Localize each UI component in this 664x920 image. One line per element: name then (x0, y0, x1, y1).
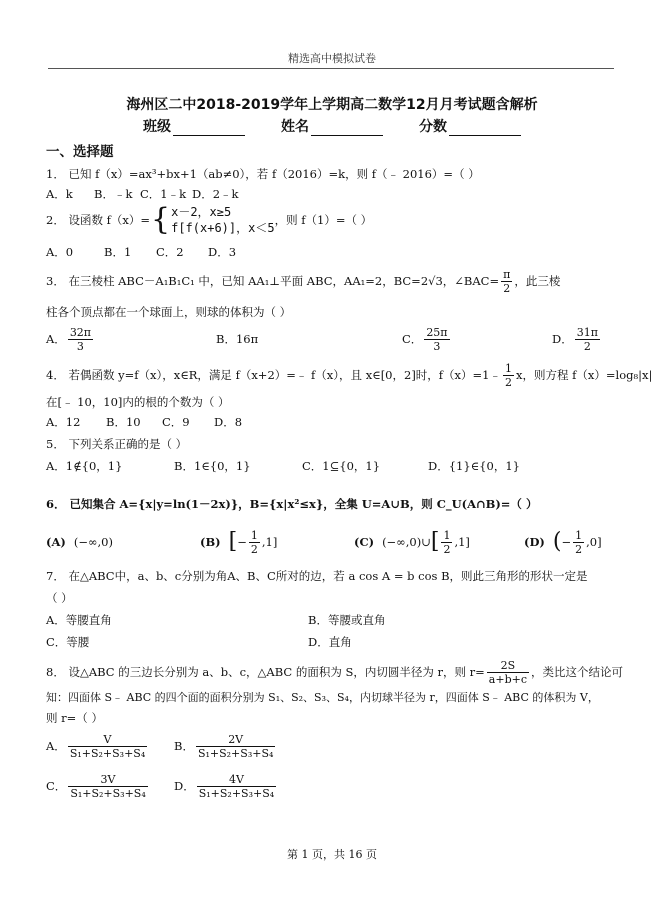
q1-option-c[interactable]: C．1﹣k (140, 187, 187, 201)
q7-options-row1 (46, 612, 385, 628)
q2-options (46, 244, 260, 260)
q8-stem-continued: 知：四面体 S﹣ ABC 的四个面的面积分别为 S₁、S₂、S₃、S₄，内切球半径为 r，四面体 S﹣ ABC 的体积为 V， (46, 691, 599, 704)
q1-option-b[interactable]: B．﹣k (94, 187, 133, 201)
q7-option-a[interactable]: A．等腰直角 (46, 613, 112, 627)
q6-option-a[interactable]: (A) (−∞,0) (46, 535, 113, 549)
q3-options (46, 322, 626, 356)
score-field: 分数 (419, 116, 521, 136)
q5-options (46, 458, 520, 474)
q3-option-c[interactable]: C． $\frac{25\pi}{3}$ (402, 325, 448, 353)
name-field: 姓名 (281, 116, 383, 136)
q2-stem: 2． 设函数 f（x）= { x－2，x≥5 f[f(x+6)]，x＜5 ，则 f（1）=（ ） (46, 202, 373, 237)
q4-option-b[interactable]: B．10 (106, 415, 141, 429)
q2-option-d[interactable]: D．3 (208, 245, 237, 259)
q3-option-d[interactable]: D． $\frac{31\pi}{2}$ (552, 325, 598, 353)
q6-option-b[interactable]: (B) [ − $\frac{1}{2}$ ,1] (200, 528, 278, 556)
q7-stem: 7． 在△ABC中，a、b、c分别为角A、B、C所对的边，若 a cos A = b cos B，则此三角形的形状一定是 (46, 569, 588, 583)
q4-option-a[interactable]: A．12 (46, 415, 81, 429)
q8-options-row2 (46, 768, 278, 804)
q8-option-c[interactable]: C． $\frac{3V}{\text{S₁+S₂+S₃+S₄}}$ (46, 772, 146, 800)
q5-option-a[interactable]: A．1∉{0，1} (46, 459, 123, 473)
q5-stem: 5． 下列关系正确的是（ ） (46, 437, 188, 451)
q7-option-b[interactable]: B．等腰或直角 (308, 613, 386, 627)
q3-stem: 3． 在三棱柱 ABC－A₁B₁C₁ 中，已知 AA₁⊥平面 ABC，AA₁=2，BC=2√3，∠BAC= $\frac{\pi}{2}$ ，此三棱 (46, 267, 561, 295)
q1-option-d[interactable]: D．2﹣k (192, 187, 239, 201)
q8-option-b[interactable]: B． $\frac{2V}{\text{S₁+S₂+S₃+S₄}}$ (174, 732, 274, 760)
q8-answer-prompt: 则 r=（ ） (46, 711, 103, 725)
q7-option-c[interactable]: C．等腰 (46, 635, 90, 649)
q6-stem: 6． 已知集合 A={x|y=ln(1－2x)}，B={x|x²≤x}，全集 U=A∪B，则 C_U(A∩B)=（ ） (46, 497, 538, 511)
page-footer: 第 1 页，共 16 页 (287, 848, 377, 861)
q8-radius-fraction: $\frac{2S}{a+b+c}$ (488, 658, 527, 686)
q8-stem: 8． 设△ABC 的三边长分别为 a、b、c，△ABC 的面积为 S，内切圆半径为 r，则 r= $\frac{2S}{a+b+c}$ ，类比这个结论可 (46, 658, 623, 686)
student-fields (0, 116, 664, 136)
name-blank[interactable] (311, 121, 383, 136)
q1-option-a[interactable]: A．k (46, 187, 73, 201)
q7-options-row2 (46, 634, 352, 650)
class-field: 班级 (143, 116, 245, 136)
q2-option-b[interactable]: B．1 (104, 245, 132, 259)
q4-option-d[interactable]: D．8 (214, 415, 243, 429)
q2-option-c[interactable]: C．2 (156, 245, 184, 259)
q2-option-a[interactable]: A．0 (46, 245, 74, 259)
q5-option-c[interactable]: C．1⊆{0，1} (302, 459, 381, 473)
q4-fraction: $\frac{1}{2}$ (505, 361, 512, 389)
q6-options (46, 524, 636, 560)
q8-option-a[interactable]: A． $\frac{V}{\text{S₁+S₂+S₃+S₄}}$ (46, 732, 146, 760)
q6-option-d[interactable]: (D) ( − $\frac{1}{2}$ ,0] (524, 528, 602, 556)
q8-option-d[interactable]: D． $\frac{4V}{\text{S₁+S₂+S₃+S₄}}$ (174, 772, 275, 800)
q4-option-c[interactable]: C．9 (162, 415, 190, 429)
page-header: 精选高中模拟试卷 (288, 52, 376, 65)
q3-stem-continued: 柱各个顶点都在一个球面上，则球的体积为（ ） (46, 305, 292, 319)
q4-options (46, 414, 266, 430)
q7-option-d[interactable]: D．直角 (308, 635, 352, 649)
q3-option-a[interactable]: A． $\frac{32\pi}{3}$ (46, 325, 92, 353)
paper-title: 海州区二中2018-2019学年上学期高二数学12月月考试题含解析 (126, 97, 538, 113)
q5-option-b[interactable]: B．1∈{0，1} (174, 459, 251, 473)
piecewise-cases: x－2，x≥5 f[f(x+6)]，x＜5 (171, 205, 275, 235)
q1-stem: 1． 已知 f（x）=ax³+bx+1（ab≠0），若 f（2016）=k，则 f（﹣ 2016）=（ ） (46, 167, 480, 181)
header-divider (48, 68, 614, 69)
class-blank[interactable] (173, 121, 245, 136)
q4-stem-continued: 在[﹣ 10，10]内的根的个数为（ ） (46, 395, 230, 409)
section-heading: 一、选择题 (46, 144, 114, 160)
score-blank[interactable] (449, 121, 521, 136)
q5-option-d[interactable]: D．{1}∈{0，1} (428, 459, 520, 473)
piecewise-brace: { (151, 202, 171, 237)
q8-options-row1 (46, 728, 277, 764)
q3-angle-fraction: $\frac{\pi}{2}$ (503, 267, 511, 295)
q4-stem: 4． 若偶函数 y=f（x），x∈R，满足 f（x+2）=﹣ f（x），且 x∈[0，2]时，f（x）=1﹣ $\frac{1}{2}$ x，则方程 f（x）=log₈|x| (46, 361, 653, 389)
q3-option-b[interactable]: B．16π (216, 332, 259, 346)
q7-answer-paren: （ ） (46, 591, 73, 605)
q6-option-c[interactable]: (C) (−∞,0)∪ [ $\frac{1}{2}$ ,1] (354, 528, 470, 556)
